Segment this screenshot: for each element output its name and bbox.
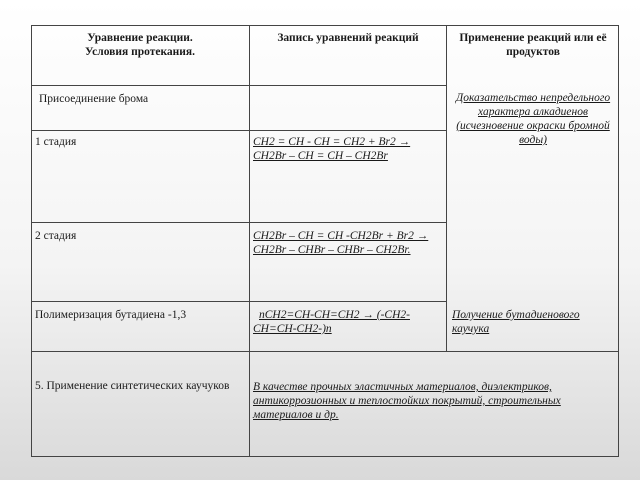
header-col3-line2: продуктов <box>506 46 560 58</box>
row-poly-label: Полимеризация бутадиена -1,3 <box>35 309 187 321</box>
header-col1-line2: Условия протекания. <box>84 46 196 58</box>
table-border-top <box>31 25 619 26</box>
reaction-table <box>31 25 619 457</box>
row-poly-application: Получение бутадиенового каучука <box>452 309 580 335</box>
row-synthetic-application: В качестве прочных эластичных материалов, диэлектриков, антикоррозионных и теплостойких покрытий, строительных материалов и др. <box>253 381 561 421</box>
row-stage1-label: 1 стадия <box>35 136 77 148</box>
col-divider-2 <box>446 25 447 351</box>
row-bromine-application: Доказательство непредельного характера алкадиенов (исчезновение окраски бромной воды) <box>455 92 611 146</box>
table-border-right <box>618 25 619 457</box>
header-application <box>449 31 617 59</box>
header-equation-record <box>253 31 443 45</box>
row-synthetic-label: 5. Применение синтетических каучуков <box>35 380 230 392</box>
row-divider-stage2 <box>31 301 446 302</box>
row-stage2-equation: CH2Br – CH = CH -CH2Br + Br2 → CH2Br – CHBr – CHBr – CH2Br. <box>253 230 429 256</box>
header-col2-text: Запись уравнений реакций <box>277 32 419 44</box>
col-divider-1 <box>249 25 250 457</box>
row-divider-header <box>31 85 446 86</box>
row-divider-stage1 <box>31 222 446 223</box>
header-col3-line1: Применение реакций или её <box>459 32 607 44</box>
row-stage2-label: 2 стадия <box>35 230 77 242</box>
row-stage1-equation: CH2 = CH - CH = CH2 + Br2 → CH2Br – CH = CH – CH2Br <box>253 136 411 162</box>
table-border-bottom <box>31 456 619 457</box>
header-equation-conditions <box>35 31 245 59</box>
row-bromine-label: Присоединение брома <box>39 93 149 105</box>
row-poly-equation: nCH2=CH-CH=CH2 → (-CH2-CH=CH-CH2-)n <box>253 309 410 335</box>
header-col1-line1: Уравнение реакции. <box>87 32 193 44</box>
row-divider-bromine <box>31 130 446 131</box>
row-divider-poly <box>31 351 619 352</box>
table-border-left <box>31 25 32 457</box>
